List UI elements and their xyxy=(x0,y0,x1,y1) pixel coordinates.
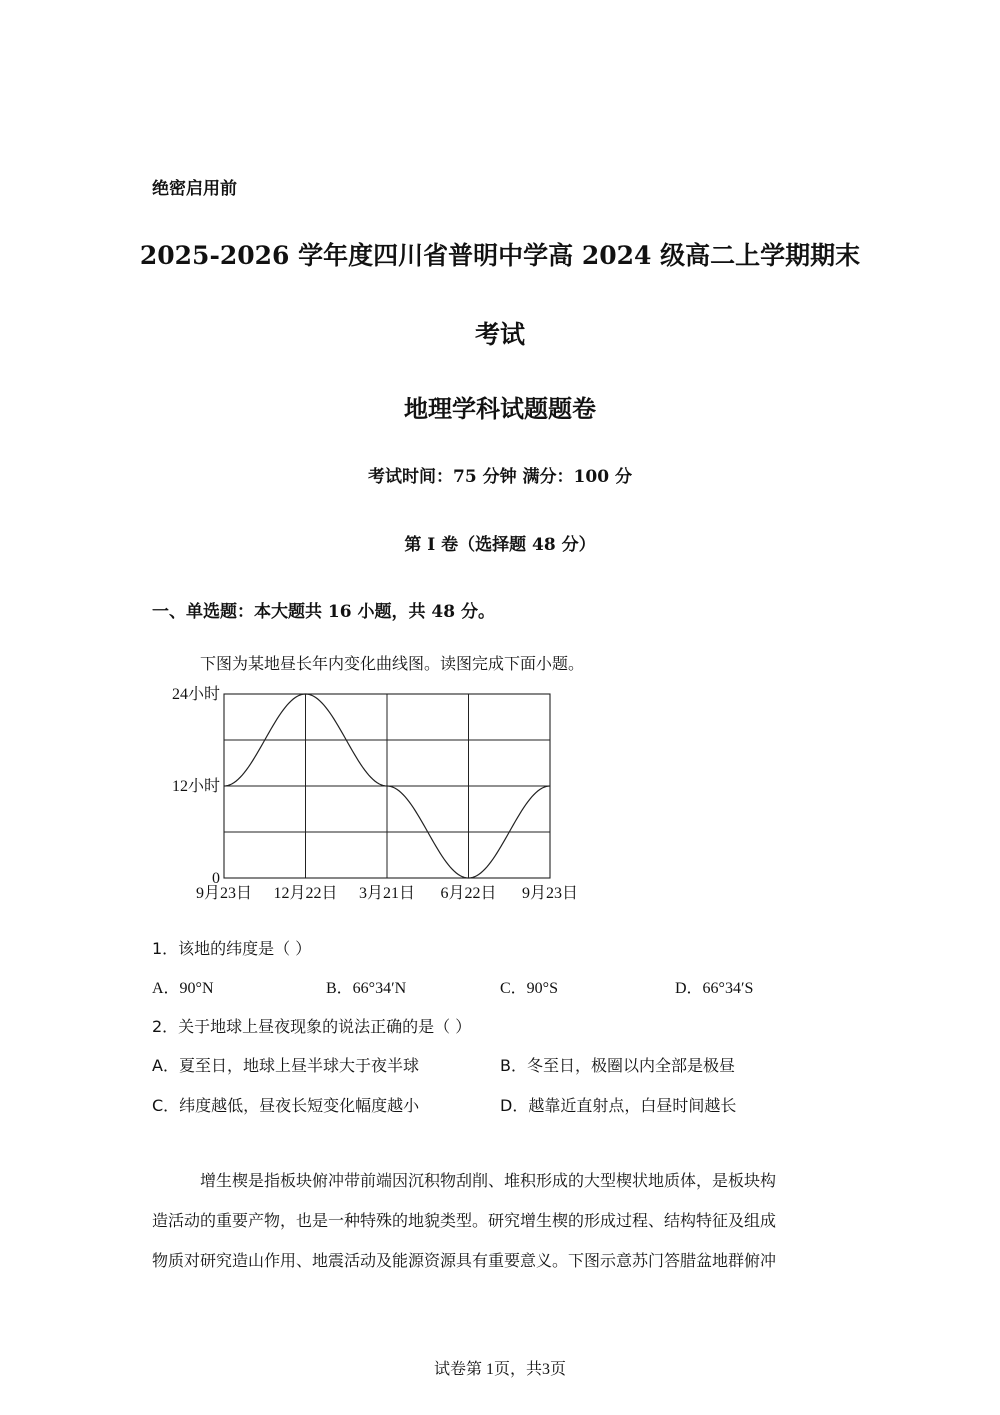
passage-line-2: 造活动的重要产物，也是一种特殊的地貌类型。研究增生楔的形成过程、结构特征及组成 xyxy=(152,1211,777,1230)
title-line-1: 2025-2026 学年度四川省普明中学高 2024 级高二上学期期末 xyxy=(139,241,861,270)
question-1-option-a: A．90°N xyxy=(152,980,214,997)
section-heading: 一、单选题：本大题共 16 小题，共 48 分。 xyxy=(152,602,495,622)
y-tick-label: 0 xyxy=(212,870,220,887)
x-tick-label: 9月23日 xyxy=(195,885,253,902)
question-2-option-c: C．纬度越低，昼夜长短变化幅度越小 xyxy=(152,1096,420,1115)
x-tick-label: 12月22日 xyxy=(273,885,338,902)
passage-line-3: 物质对研究造山作用、地震活动及能源资源具有重要意义。下图示意苏门答腊盆地群俯冲 xyxy=(152,1251,777,1270)
question-group-intro: 下图为某地昼长年内变化曲线图。读图完成下面小题。 xyxy=(200,654,585,673)
volume-heading: 第 I 卷（选择题 48 分） xyxy=(404,535,596,555)
question-1-option-c: C．90°S xyxy=(500,980,558,997)
question-1-option-d: D．66°34′S xyxy=(675,980,754,997)
x-tick-label: 3月21日 xyxy=(358,885,416,902)
y-tick-label: 24小时 xyxy=(171,686,220,703)
question-2-option-a: A．夏至日，地球上昼半球大于夜半球 xyxy=(152,1056,419,1075)
secret-label: 绝密启用前 xyxy=(152,179,237,199)
day-length-chart xyxy=(150,680,600,910)
question-1-option-b: B．66°34′N xyxy=(326,980,407,997)
question-2-option-b: B．冬至日，极圈以内全部是极昼 xyxy=(500,1056,735,1075)
passage-line-1: 增生楔是指板块俯冲带前端因沉积物刮削、堆积形成的大型楔状地质体，是板块构 xyxy=(200,1171,777,1190)
title-line-2: 考试 xyxy=(474,320,525,349)
question-1-stem: 1．该地的纬度是（ ） xyxy=(152,939,312,958)
x-tick-label: 6月22日 xyxy=(440,885,497,902)
x-tick-label: 9月23日 xyxy=(521,885,579,902)
subject-title: 地理学科试题题卷 xyxy=(404,395,596,423)
y-tick-label: 12小时 xyxy=(171,778,220,795)
page-footer: 试卷第 1页，共3页 xyxy=(433,1361,566,1378)
question-2-option-d: D．越靠近直射点，白昼时间越长 xyxy=(500,1096,737,1115)
exam-info: 考试时间：75 分钟 满分：100 分 xyxy=(368,467,632,487)
question-2-stem: 2．关于地球上昼夜现象的说法正确的是（ ） xyxy=(152,1017,472,1036)
